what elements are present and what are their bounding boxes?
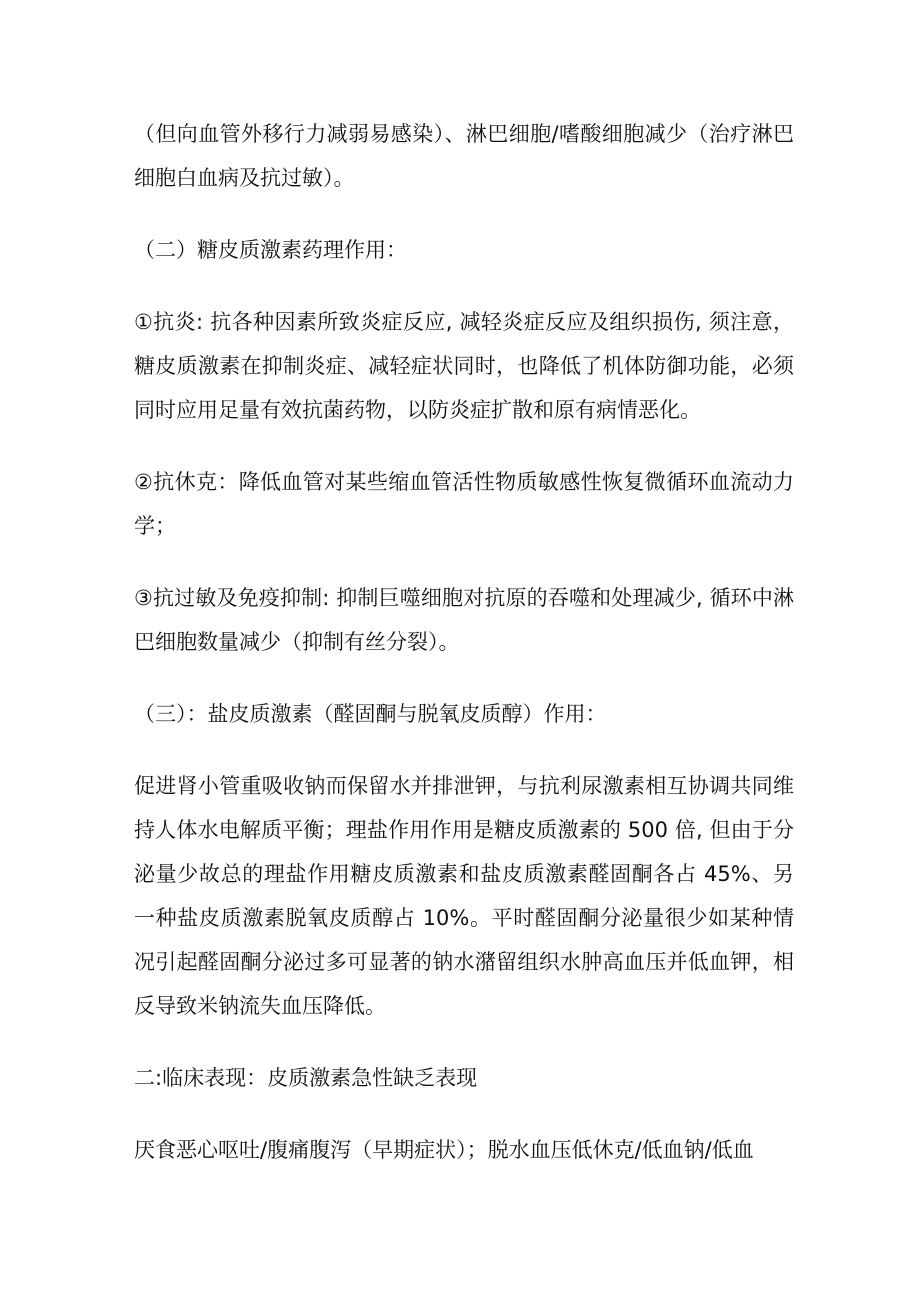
section-heading-mineralocorticoid: （三）：盐皮质激素（醛固酮与脱氧皮质醇）作用：	[134, 702, 607, 726]
paragraph-mineralocorticoid-effects: 促进肾小管重吸收钠而保留水并排泄钾，与抗利尿激素相互协调共同维持人体水电解质平衡；理盐作用作用是糖皮质激素的 500 倍, 但由于分泌量少故总的理盐作用糖皮质激素和盐皮质激素醛固酮各占 45%、另一种盐皮质激素脱氧皮质醇占 10%。平时醛固酮分泌量很少如某种情况引起醛固酮分泌过多可显著的钠水潴留组织水肿高血压并低血钾，相反导致米钠流失血压降低。	[134, 774, 794, 1018]
section-heading-glucocorticoid-pharmacology: （二）糖皮质激素药理作用：	[134, 238, 407, 262]
paragraph-symptoms: 厌食恶心呕吐/腹痛腹泻（早期症状）；脱水血压低休克/低血钠/低血	[134, 1138, 754, 1162]
paragraph-anti-shock: ②抗休克：降低血管对某些缩血管活性物质敏感性恢复微循环血流动力学；	[134, 470, 794, 538]
paragraph-intro: （但向血管外移行力减弱易感染）、淋巴细胞/嗜酸细胞减少（治疗淋巴细胞白血病及抗过敏）。	[134, 122, 794, 190]
document-body	[134, 112, 794, 1200]
paragraph-anti-inflammatory: ①抗炎: 抗各种因素所致炎症反应, 减轻炎症反应及组织损伤, 须注意，糖皮质激素在抑制炎症、减轻症状同时，也降低了机体防御功能，必须同时应用足量有效抗菌药物，以防炎症扩散和原有病情恶化。	[134, 310, 794, 422]
section-heading-clinical-manifestation: 二:临床表现：皮质激素急性缺乏表现	[134, 1066, 478, 1090]
paragraph-anti-allergy: ③抗过敏及免疫抑制: 抑制巨噬细胞对抗原的吞噬和处理减少, 循环中淋巴细胞数量减少（抑制有丝分裂）。	[134, 586, 794, 654]
